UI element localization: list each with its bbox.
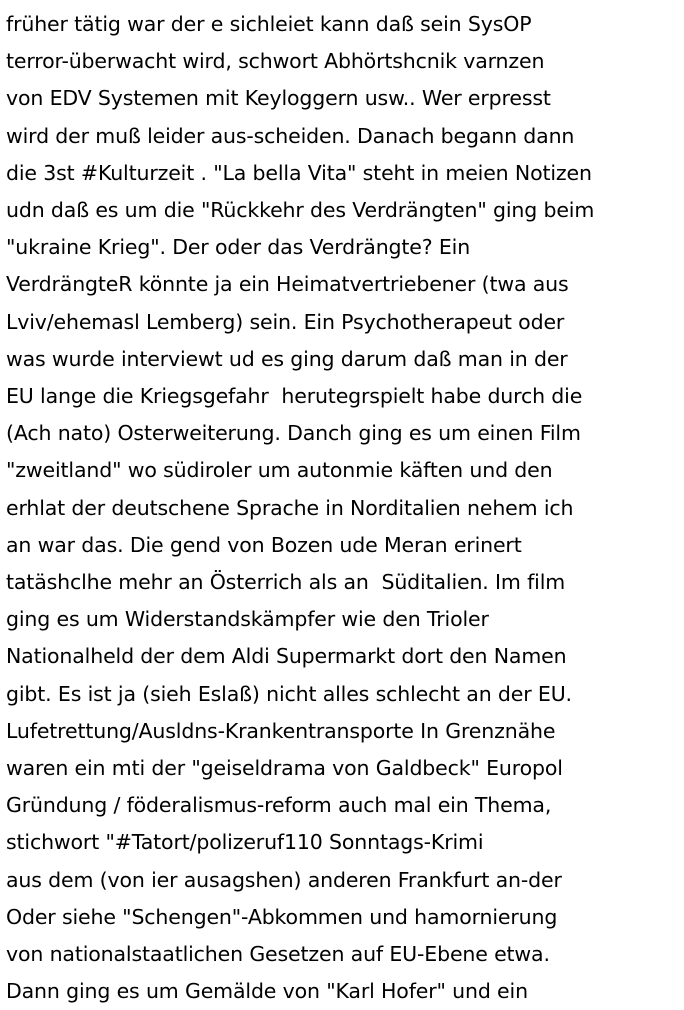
text-line: Lufetrettung/Ausldns-Krankentransporte In Grenznähe: [6, 718, 556, 743]
text-line: ging es um Widerstandskämpfer wie den Trioler: [6, 607, 489, 632]
text-line: aus dem (von ier ausagshen) anderen Frankfurt an-der: [6, 867, 562, 892]
text-line: stichwort "#Tatort/polizeruf110 Sonntags-Krimi: [6, 830, 484, 855]
text-line: Nationalheld der dem Aldi Supermarkt dort den Namen: [6, 644, 567, 669]
text-line: an war das. Die gend von Bozen ude Meran erinert: [6, 532, 522, 557]
text-line: gibt. Es ist ja (sieh Eslaß) nicht alles schlecht an der EU.: [6, 681, 572, 706]
text-line: Oder siehe "Schengen"-Abkommen und hamornierung: [6, 904, 558, 929]
text-line: (Ach nato) Osterweiterung. Danch ging es um einen Film: [6, 421, 581, 446]
text-line: "zweitland" wo südiroler um autonmie käften und den: [6, 458, 553, 483]
text-line: Lviv/ehemasl Lemberg) sein. Ein Psychotherapeut oder: [6, 309, 565, 334]
text-line: VerdrängteR könnte ja ein Heimatvertriebener (twa aus: [6, 272, 569, 297]
text-line: von EDV Systemen mit Keyloggern usw.. Wer erpresst: [6, 86, 551, 111]
text-line: früher tätig war der e sichleiet kann daß sein SysOP: [6, 12, 532, 36]
text-line: Gründung / föderalismus-reform auch mal ein Thema,: [6, 793, 552, 818]
text-line: erhlat der deutschene Sprache in Norditalien nehem ich: [6, 495, 574, 520]
text-line: waren ein mti der "geiseldrama von Galdbeck" Europol: [6, 756, 563, 781]
text-line: udn daß es um die "Rückkehr des Verdrängten" ging beim: [6, 198, 595, 223]
text-line: Dann ging es um Gemälde von "Karl Hofer" und ein: [6, 979, 528, 1004]
text-line: von nationalstaatlichen Gesetzen auf EU-Ebene etwa.: [6, 942, 550, 967]
text-line: EU lange die Kriegsgefahr herutegrspielt habe durch die: [6, 384, 583, 409]
text-line: tatäshclhe mehr an Österrich als an Süditalien. Im film: [6, 570, 566, 595]
text-line: die 3st #Kulturzeit . "La bella Vita" steht in meien Notizen: [6, 160, 592, 185]
text-line: "ukraine Krieg". Der oder das Verdrängte? Ein: [6, 235, 471, 260]
text-line: wird der muß leider aus-scheiden. Danach begann dann: [6, 123, 575, 148]
text-line: terror-überwacht wird, schwort Abhörtshcnik varnzen: [6, 49, 545, 74]
text-line: was wurde interviewt ud es ging darum daß man in der: [6, 346, 568, 371]
